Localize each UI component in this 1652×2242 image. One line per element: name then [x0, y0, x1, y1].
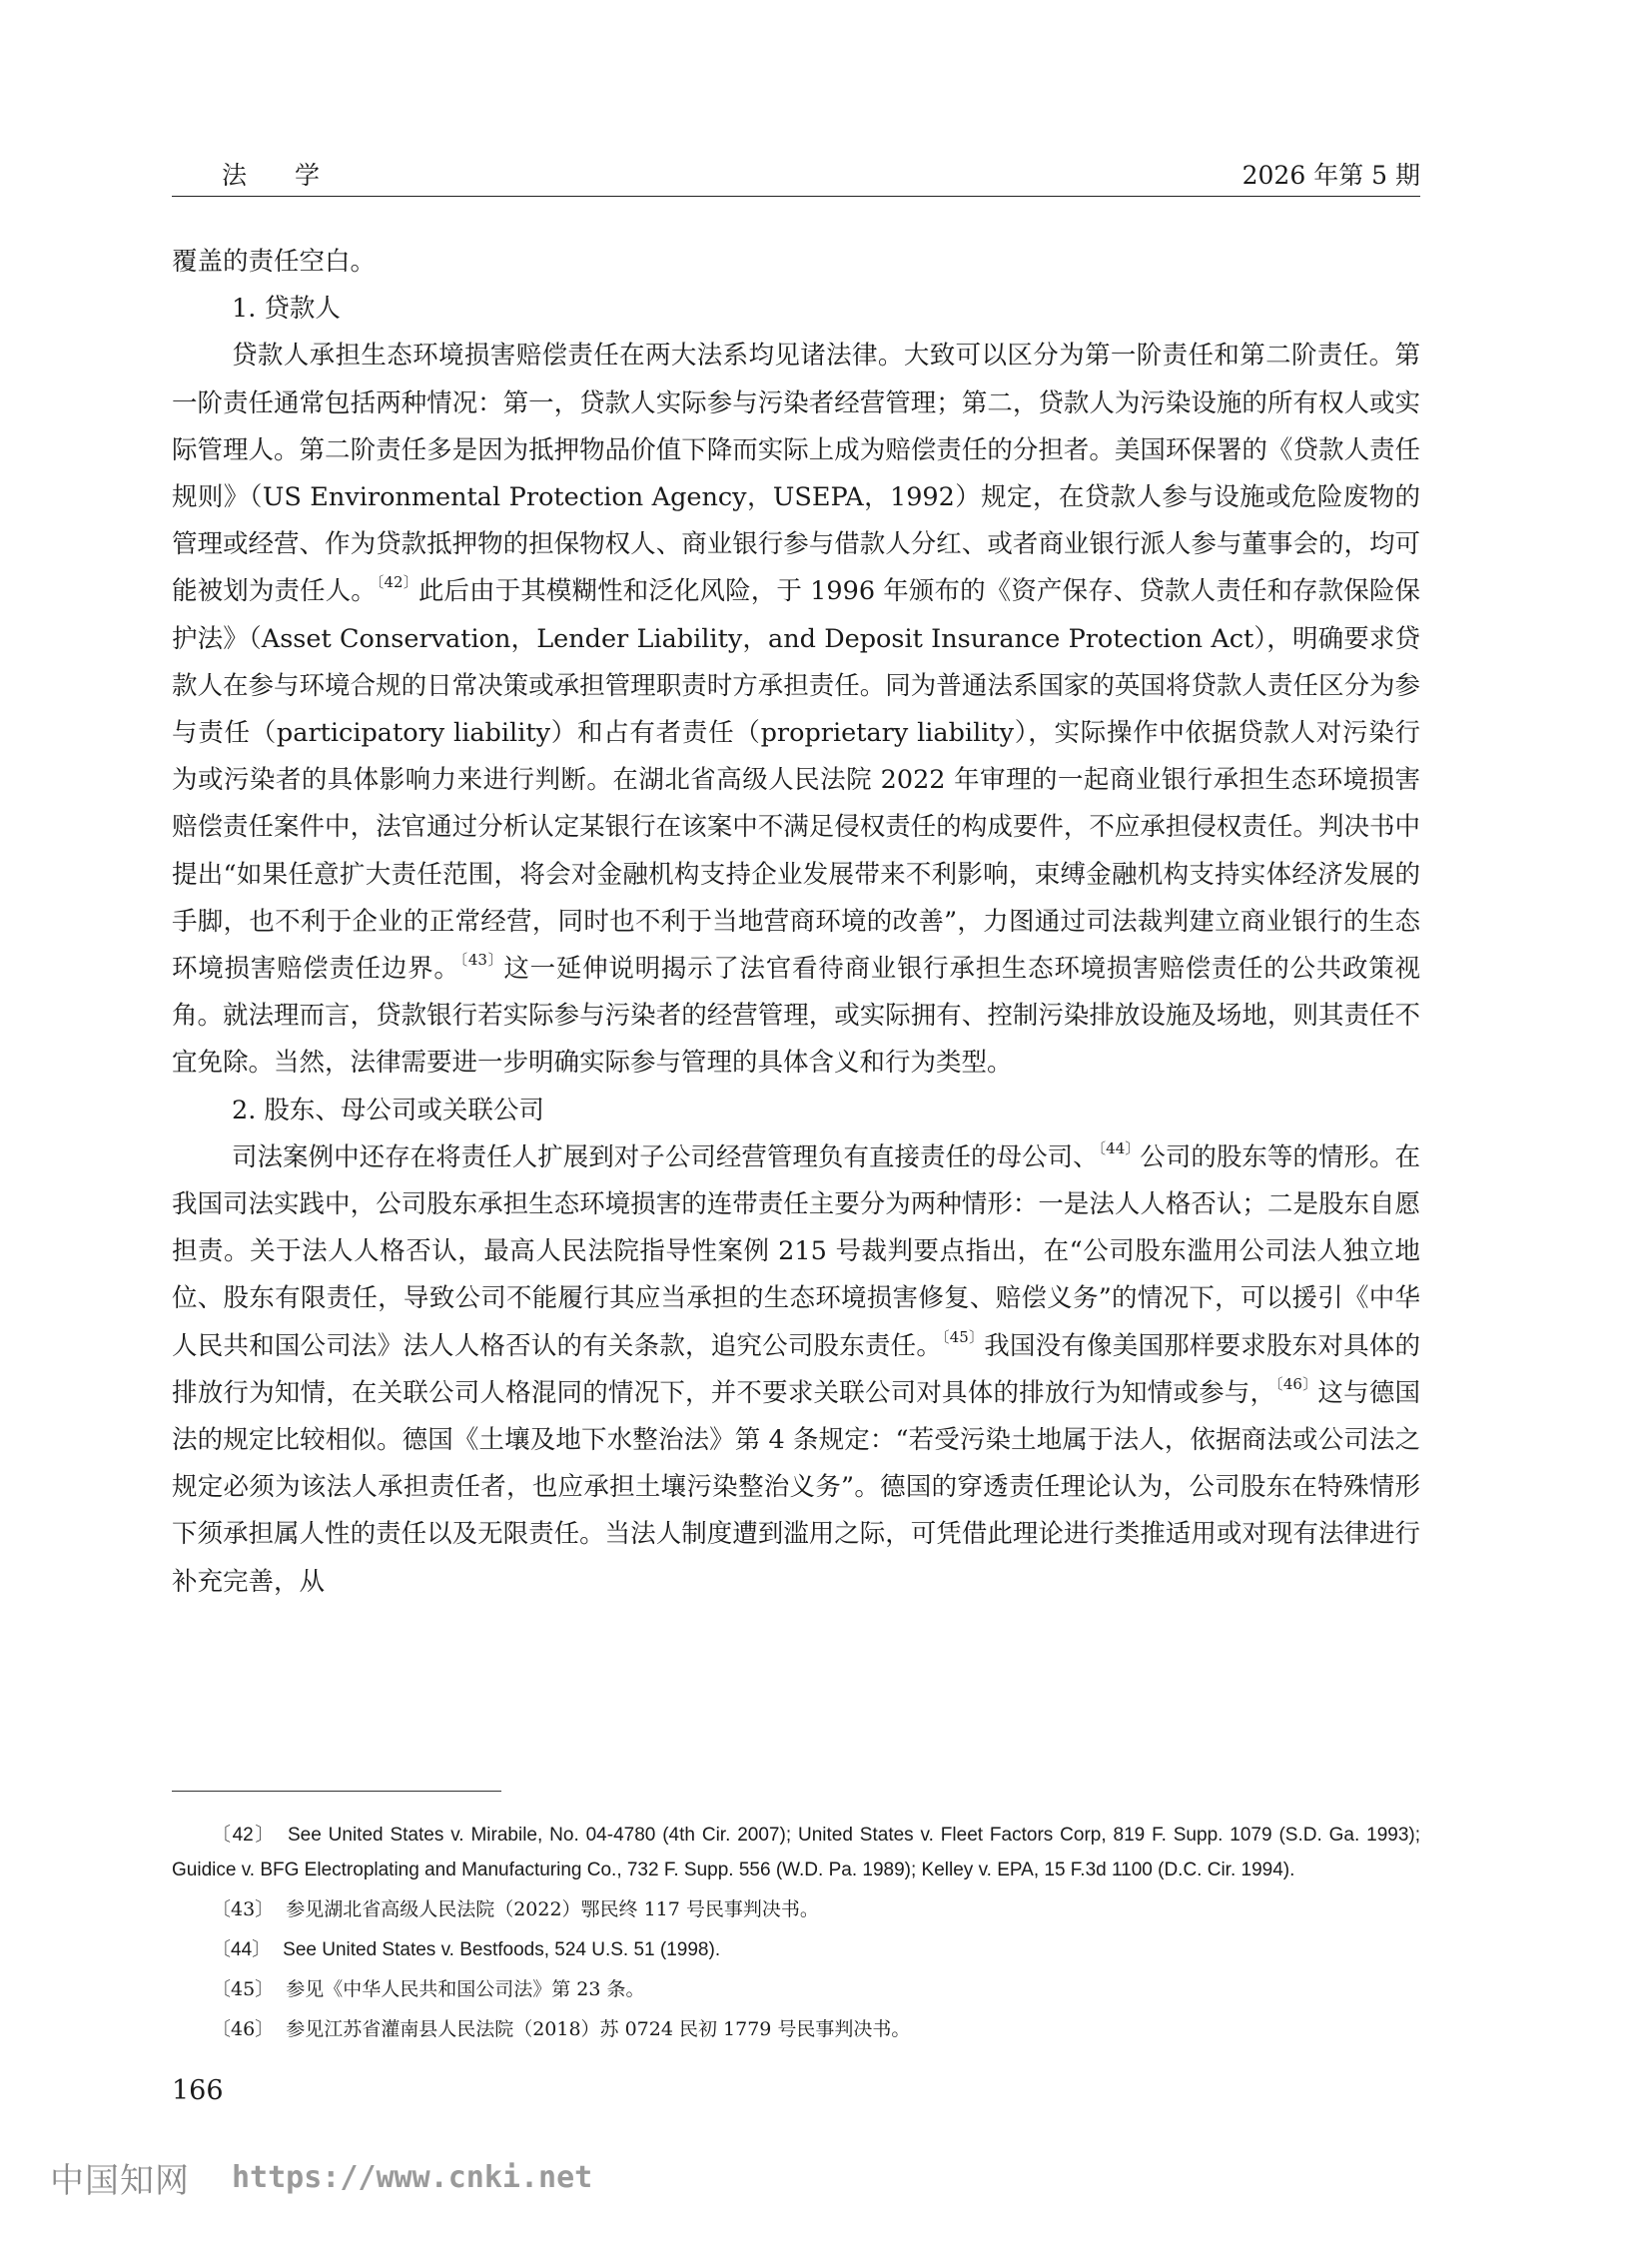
footnote-number: 〔42〕 — [212, 1825, 276, 1846]
paragraph-text: 司法案例中还存在将责任人扩展到对子公司经营管理负有直接责任的母公司、 — [232, 1141, 1099, 1172]
footnote-text: 参见《中华人民共和国公司法》第 23 条。 — [286, 1978, 645, 2000]
footnote-text: 参见湖北省高级人民法院（2022）鄂民终 117 号民事判决书。 — [286, 1898, 819, 1920]
footnote-ref-46[interactable]: 〔46〕 — [1275, 1374, 1318, 1393]
footnote-number: 〔45〕 — [212, 1978, 275, 2000]
paragraph-lender — [172, 333, 1420, 1087]
running-header — [172, 150, 1420, 197]
page-number: 166 — [172, 2075, 224, 2106]
footnote-43 — [172, 1892, 1420, 1927]
footnotes — [172, 1818, 1420, 2052]
cnki-logo: 中国知网 — [50, 2160, 190, 2201]
footnote-number: 〔46〕 — [212, 2018, 275, 2040]
journal-name: 法 学 — [222, 161, 340, 190]
paragraph-text: 这与德国法的规定比较相似。德国《土壤及地下水整治法》第 4 条规定：“若受污染土地属于法人，依据商法或公司法之规定必须为该法人承担责任者，也应承担土壤污染整治义务”。德国的穿透责任理论认为，公司股东在特殊情形下须承担属人性的责任以及无限责任。当法人制度遭到滥用之际，可凭借此理论进行类推适用或对现有法律进行补充完善，从 — [172, 1377, 1420, 1597]
paragraph-continuation: 覆盖的责任空白。 — [172, 247, 377, 277]
article-body — [172, 239, 1420, 1606]
footnote-divider — [172, 1791, 501, 1792]
paragraph-text: 公司的股东等的情形。在我国司法实践中，公司股东承担生态环境损害的连带责任主要分为两种情形：一是法人人格否认；二是股东自愿担责。关于法人人格否认，最高人民法院指导性案例 215 号裁判要点指出，在“公司股东滥用公司法人独立地位、股东有限责任，导致公司不能履行其应当承担的生态环境损害修复、赔偿义务”的情况下，可以援引《中华人民共和国公司法》法人人格否认的有关条款，追究公司股东责任。 — [172, 1141, 1420, 1361]
footnote-ref-44[interactable]: 〔44〕 — [1098, 1138, 1141, 1157]
paragraph-text: 我国没有像美国那样要求股东对具体的排放行为知情，在关联公司人格混同的情况下，并不要求关联公司对具体的排放行为知情或参与， — [172, 1330, 1420, 1408]
footnote-text: See United States v. Mirabile, No. 04-4780 (4th Cir. 2007); United States v. Fleet Factors Corp, 819 F. Supp. 1079 (S.D. Ga. 1993); Guidice v. BFG Electroplating and Manufacturing Co., 732 F. Supp. 556 (W.D. Pa. 1989); Kelley v. EPA, 15 F.3d 1100 (D.C. Cir. 1994). — [172, 1825, 1420, 1880]
footnote-number: 〔44〕 — [212, 1939, 272, 1960]
footnote-text: 参见江苏省灌南县人民法院（2018）苏 0724 民初 1779 号民事判决书。 — [286, 2018, 911, 2040]
footnote-45 — [172, 1972, 1420, 2007]
paragraph-text: 贷款人承担生态环境损害赔偿责任在两大法系均见诸法律。大致可以区分为第一阶责任和第二阶责任。第一阶责任通常包括两种情况：第一，贷款人实际参与污染者经营管理；第二，贷款人为污染设施的所有权人或实际管理人。第二阶责任多是因为抵押物品价值下降而实际上成为赔偿责任的分担者。美国环保署的《贷款人责任规则》（US Environmental Protection Agency，USEPA，1992）规定，在贷款人参与设施或危险废物的管理或经营、作为贷款抵押物的担保物权人、商业银行参与借款人分红、或者商业银行派人参与董事会的，均可能被划为责任人。 — [172, 341, 1420, 607]
footnote-ref-42[interactable]: 〔42〕 — [376, 573, 418, 592]
section-heading-lender: 1. 贷款人 — [232, 294, 341, 325]
footnote-44 — [172, 1932, 1420, 1967]
footnote-number: 〔43〕 — [212, 1898, 275, 1920]
issue-info: 2026 年第 5 期 — [1241, 161, 1420, 190]
footnote-46 — [172, 2012, 1420, 2047]
footnote-ref-43[interactable]: 〔43〕 — [459, 951, 504, 970]
paragraph-text: 这一延伸说明揭示了法官看待商业银行承担生态环境损害赔偿责任的公共政策视角。就法理而言，贷款银行若实际参与污染者的经营管理，或实际拥有、控制污染排放设施及场地，则其责任不宜免除。当然，法律需要进一步明确实际参与管理的具体含义和行为类型。 — [172, 954, 1420, 1079]
section-heading-shareholders: 2. 股东、母公司或关联公司 — [232, 1095, 544, 1125]
cnki-watermark — [50, 2157, 593, 2201]
paragraph-shareholders — [172, 1134, 1420, 1606]
footnote-text: See United States v. Bestfoods, 524 U.S. 51 (1998). — [283, 1939, 721, 1960]
cnki-url-link[interactable]: https://www.cnki.net — [232, 2159, 593, 2195]
paragraph-text: 此后由于其模糊性和泛化风险，于 1996 年颁布的《资产保存、贷款人责任和存款保险保护法》（Asset Conservation，Lender Liability，and Deposit Insurance Protection Act），明确要求贷款人在参与环境合规的日常决策或承担管理职责时方承担责任。同为普通法系国家的英国将贷款人责任区分为参与责任（participatory liability）和占有者责任（proprietary liability），实际操作中依据贷款人对污染行为或污染者的具体影响力来进行判断。在湖北省高级人民法院 2022 年审理的一起商业银行承担生态环境损害赔偿责任案件中，法官通过分析认定某银行在该案中不满足侵权责任的构成要件，不应承担侵权责任。判决书中提出“如果任意扩大责任范围，将会对金融机构支持企业发展带来不利影响，束缚金融机构支持实体经济发展的手脚，也不利于企业的正常经营，同时也不利于当地营商环境的改善”，力图通过司法裁判建立商业银行的生态环境损害赔偿责任边界。 — [172, 576, 1420, 985]
footnote-42 — [172, 1818, 1420, 1887]
footnote-ref-45[interactable]: 〔45〕 — [942, 1327, 985, 1346]
